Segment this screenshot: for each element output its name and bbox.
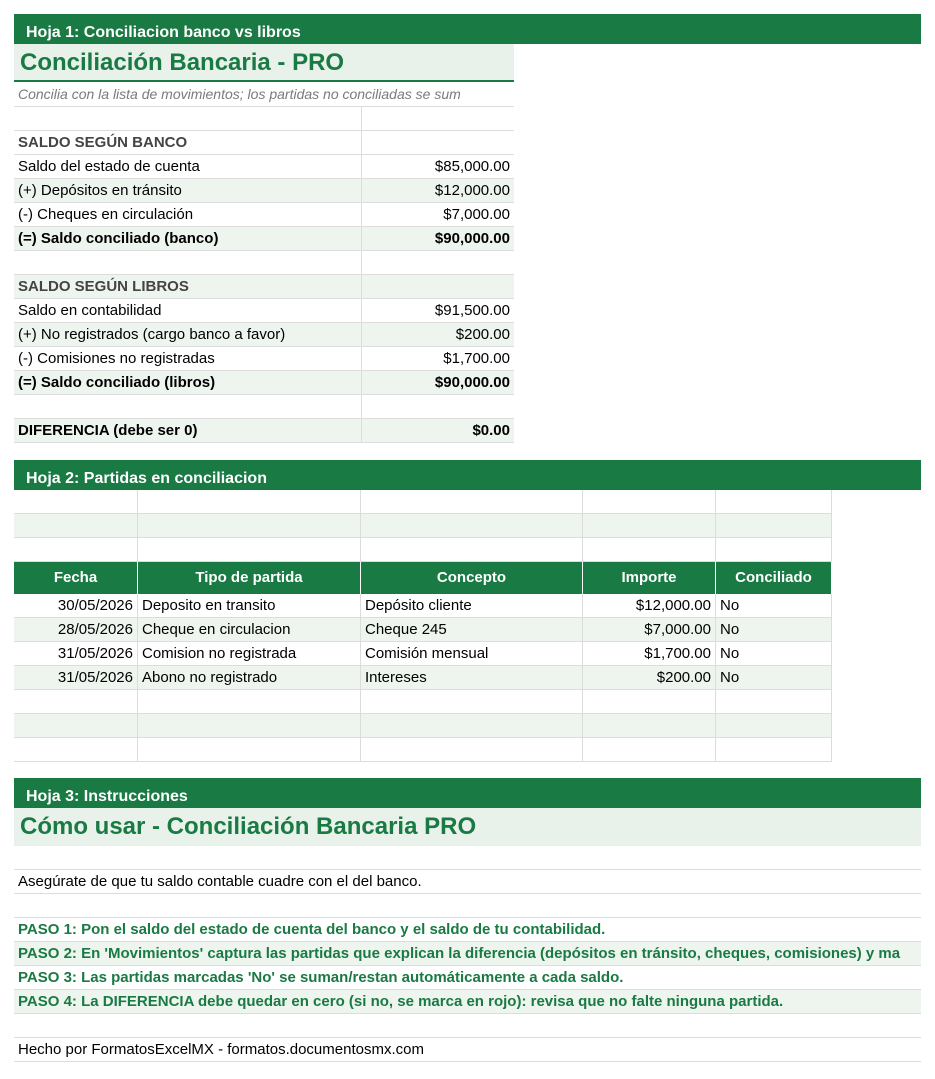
page-subtitle: Concilia con la lista de movimientos; los partidas no conciliadas se sum <box>14 82 514 107</box>
page-title: Conciliación Bancaria - PRO <box>14 44 514 82</box>
cell-importe[interactable]: $200.00 <box>583 666 716 689</box>
column-header-conciliado[interactable]: Conciliado <box>716 562 832 594</box>
column-header-importe[interactable]: Importe <box>583 562 716 594</box>
cell-conciliado[interactable]: No <box>716 618 832 641</box>
blank-row <box>14 538 832 562</box>
cell-concepto[interactable]: Intereses <box>361 666 583 689</box>
books-row[interactable]: Saldo en contabilidad $91,500.00 <box>14 299 514 323</box>
cell-concepto[interactable]: Cheque 245 <box>361 618 583 641</box>
blank-row <box>14 714 832 738</box>
footer-credit: Hecho por FormatosExcelMX - formatos.documentosmx.com <box>14 1038 921 1062</box>
books-section-header: SALDO SEGÚN LIBROS <box>14 275 514 299</box>
instruction-step: PASO 4: La DIFERENCIA debe quedar en cero (si no, se marca en rojo): revisa que no falte ninguna partida. <box>14 990 921 1014</box>
table-header <box>14 562 832 594</box>
blank-row <box>14 1014 921 1038</box>
bank-row[interactable]: (-) Cheques en circulación $7,000.00 <box>14 203 514 227</box>
blank-row <box>14 738 832 762</box>
blank-row <box>14 690 832 714</box>
sheet-tab-label: Hoja 2: Partidas en conciliacion <box>26 470 267 487</box>
sheet-tab-hoja-2[interactable] <box>14 460 921 490</box>
cell-conciliado[interactable]: No <box>716 594 832 617</box>
cell-tipo[interactable]: Comision no registrada <box>138 642 361 665</box>
cell-fecha[interactable]: 31/05/2026 <box>14 642 138 665</box>
books-row[interactable]: (-) Comisiones no registradas $1,700.00 <box>14 347 514 371</box>
cell-importe[interactable]: $1,700.00 <box>583 642 716 665</box>
sheet-tab-label: Hoja 1: Conciliacion banco vs libros <box>26 24 301 41</box>
bank-row[interactable]: Saldo del estado de cuenta $85,000.00 <box>14 155 514 179</box>
blank-row <box>14 107 514 131</box>
column-header-fecha[interactable]: Fecha <box>14 562 138 594</box>
table-row[interactable] <box>14 618 832 642</box>
table-row[interactable] <box>14 666 832 690</box>
blank-row <box>14 846 921 870</box>
cell-fecha[interactable]: 30/05/2026 <box>14 594 138 617</box>
books-total-row[interactable]: (=) Saldo conciliado (libros) $90,000.00 <box>14 371 514 395</box>
items-table <box>14 490 832 762</box>
instruction-step: PASO 2: En 'Movimientos' captura las partidas que explican la diferencia (depósitos en tránsito, cheques, comisiones) y ma <box>14 942 921 966</box>
bank-total-row[interactable]: (=) Saldo conciliado (banco) $90,000.00 <box>14 227 514 251</box>
instruction-step: PASO 1: Pon el saldo del estado de cuenta del banco y el saldo de tu contabilidad. <box>14 918 921 942</box>
cell-importe[interactable]: $12,000.00 <box>583 594 716 617</box>
instructions-sheet <box>14 808 921 1062</box>
cell-tipo[interactable]: Abono no registrado <box>138 666 361 689</box>
cell-tipo[interactable]: Deposito en transito <box>138 594 361 617</box>
table-row[interactable] <box>14 642 832 666</box>
bank-section-header: SALDO SEGÚN BANCO <box>14 131 514 155</box>
instruction-step: PASO 3: Las partidas marcadas 'No' se suman/restan automáticamente a cada saldo. <box>14 966 921 990</box>
blank-row <box>14 514 832 538</box>
cell-fecha[interactable]: 28/05/2026 <box>14 618 138 641</box>
reconciliation-sheet <box>14 44 514 443</box>
blank-row <box>14 894 921 918</box>
table-row[interactable] <box>14 594 832 618</box>
bank-row[interactable]: (+) Depósitos en tránsito $12,000.00 <box>14 179 514 203</box>
cell-concepto[interactable]: Depósito cliente <box>361 594 583 617</box>
cell-importe[interactable]: $7,000.00 <box>583 618 716 641</box>
blank-row <box>14 251 514 275</box>
books-row[interactable]: (+) No registrados (cargo banco a favor) $200.00 <box>14 323 514 347</box>
sheet-tab-hoja-3[interactable] <box>14 778 921 808</box>
instructions-title: Cómo usar - Conciliación Bancaria PRO <box>14 808 921 846</box>
cell-conciliado[interactable]: No <box>716 642 832 665</box>
blank-row <box>14 395 514 419</box>
column-header-tipo[interactable]: Tipo de partida <box>138 562 361 594</box>
sheet-tab-hoja-1[interactable] <box>14 14 921 44</box>
cell-concepto[interactable]: Comisión mensual <box>361 642 583 665</box>
sheet-tab-label: Hoja 3: Instrucciones <box>26 788 188 805</box>
difference-row[interactable]: DIFERENCIA (debe ser 0) $0.00 <box>14 419 514 443</box>
cell-tipo[interactable]: Cheque en circulacion <box>138 618 361 641</box>
column-header-concepto[interactable]: Concepto <box>361 562 583 594</box>
blank-row <box>14 490 832 514</box>
instructions-intro: Asegúrate de que tu saldo contable cuadre con el del banco. <box>14 870 921 894</box>
cell-conciliado[interactable]: No <box>716 666 832 689</box>
cell-fecha[interactable]: 31/05/2026 <box>14 666 138 689</box>
